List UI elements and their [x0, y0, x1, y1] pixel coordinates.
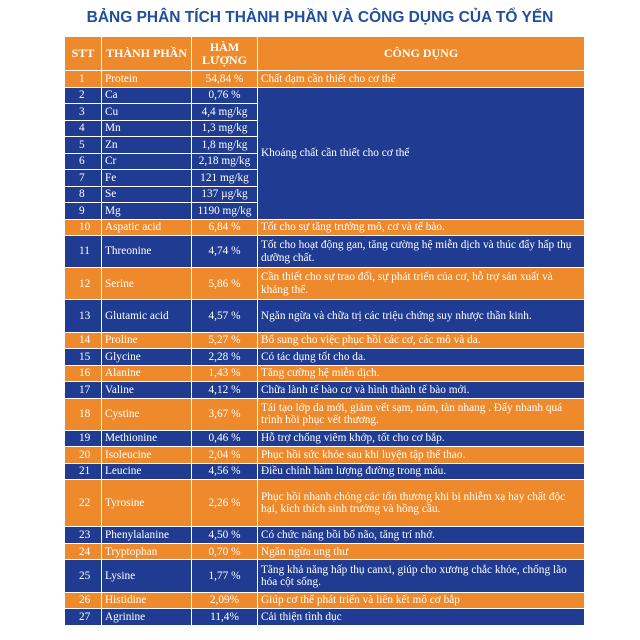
row-use: Tái tạo lớp da mới, giảm vết sạm, nám, tàn nhang . Đẩy nhanh quá trình hồi phục vết thương. [258, 398, 585, 430]
row-content-value: 4,4 mg/kg [192, 104, 258, 121]
row-component-name: Phenylalanine [102, 527, 192, 544]
row-content-value: 1,3 mg/kg [192, 120, 258, 137]
row-component-name: Mn [102, 120, 192, 137]
row-stt: 2 [65, 87, 102, 104]
row-component-name: Glycine [102, 349, 192, 366]
row-use: Cải thiện tình dục [258, 609, 585, 626]
row-use: Có chức năng bồi bổ não, tăng trí nhớ. [258, 527, 585, 544]
row-content-value: 1190 mg/kg [192, 203, 258, 220]
row-content-value: 3,67 % [192, 398, 258, 430]
row-stt: 27 [65, 609, 102, 626]
row-use: Tăng khả năng hấp thụ canxi, giúp cho xương chắc khỏe, chống lão hóa cột sống. [258, 560, 585, 592]
row-content-value: 121 mg/kg [192, 170, 258, 187]
row-content-value: 4,12 % [192, 382, 258, 399]
row-stt: 15 [65, 349, 102, 366]
row-component-name: Serine [102, 268, 192, 300]
row-use: Có tác dụng tốt cho da. [258, 349, 585, 366]
row-content-value: 5,27 % [192, 332, 258, 349]
row-stt: 17 [65, 382, 102, 399]
row-use: Giúp cơ thể phát triển và liên kết mô cơ bắp [258, 592, 585, 609]
header-stt: STT [65, 37, 102, 71]
row-stt: 13 [65, 300, 102, 332]
row-content-value: 4,57 % [192, 300, 258, 332]
table-row [65, 480, 585, 527]
row-stt: 9 [65, 203, 102, 220]
row-content-value: 2,04 % [192, 447, 258, 464]
table-row [65, 398, 585, 430]
row-component-name: Lysine [102, 560, 192, 592]
table-row [65, 430, 585, 447]
table-row [65, 447, 585, 464]
row-stt: 24 [65, 543, 102, 560]
row-content-value: 4,50 % [192, 527, 258, 544]
header-content-line1: HÀM [209, 40, 240, 55]
row-component-name: Tyrosine [102, 480, 192, 527]
table-row [65, 349, 585, 366]
table-row [65, 332, 585, 349]
row-stt: 20 [65, 447, 102, 464]
composition-table [64, 36, 585, 626]
table-row [65, 463, 585, 480]
row-stt: 14 [65, 332, 102, 349]
row-use: Phục hồi nhanh chóng các tổn thương khi bị nhiễm xạ hay chất độc hại, kích thích sinh trưởng và hồng cầu. [258, 480, 585, 527]
row-component-name: Cystine [102, 398, 192, 430]
row-stt: 4 [65, 120, 102, 137]
table-body [65, 71, 585, 626]
row-component-name: Tryptophan [102, 543, 192, 560]
table-row [65, 527, 585, 544]
row-stt: 1 [65, 71, 102, 88]
table-row [65, 268, 585, 300]
row-content-value: 0,70 % [192, 543, 258, 560]
row-stt: 25 [65, 560, 102, 592]
row-component-name: Mg [102, 203, 192, 220]
row-content-value: 54,84 % [192, 71, 258, 88]
table-row [65, 609, 585, 626]
row-content-value: 2,09% [192, 592, 258, 609]
row-content-value: 4,74 % [192, 236, 258, 268]
row-use: Tăng cường hệ miễn dịch. [258, 365, 585, 382]
header-component: THÀNH PHẦN [102, 37, 192, 71]
row-stt: 6 [65, 153, 102, 170]
row-stt: 3 [65, 104, 102, 121]
row-stt: 5 [65, 137, 102, 154]
row-use: Điều chỉnh hàm lượng đường trong máu. [258, 463, 585, 480]
row-content-value: 6,84 % [192, 219, 258, 236]
row-component-name: Cr [102, 153, 192, 170]
row-use: Phục hồi sức khỏe sau khi luyện tập thể thao. [258, 447, 585, 464]
row-use: Chữa lành tế bào cơ và hình thành tế bào mới. [258, 382, 585, 399]
row-content-value: 0,46 % [192, 430, 258, 447]
row-stt: 26 [65, 592, 102, 609]
row-stt: 8 [65, 186, 102, 203]
row-stt: 11 [65, 236, 102, 268]
row-stt: 19 [65, 430, 102, 447]
table-row [65, 560, 585, 592]
row-content-value: 2,28 % [192, 349, 258, 366]
table-row [65, 543, 585, 560]
row-component-name: Agrinine [102, 609, 192, 626]
table-row [65, 365, 585, 382]
row-content-value: 1,77 % [192, 560, 258, 592]
table-row [65, 592, 585, 609]
row-use: Tốt cho hoạt động gan, tăng cường hệ miễn dịch và thúc đẩy hấp thụ dưỡng chất. [258, 236, 585, 268]
row-component-name: Zn [102, 137, 192, 154]
row-content-value: 5,86 % [192, 268, 258, 300]
row-component-name: Aspatic acid [102, 219, 192, 236]
row-content-value: 1,8 mg/kg [192, 137, 258, 154]
row-use: Ngăn ngừa ung thư [258, 543, 585, 560]
mineral-use-cell: Khoáng chất cần thiết cho cơ thể [258, 87, 585, 219]
row-content-value: 0,76 % [192, 87, 258, 104]
row-stt: 21 [65, 463, 102, 480]
table-header-row [65, 37, 585, 71]
row-content-value: 11,4% [192, 609, 258, 626]
row-stt: 18 [65, 398, 102, 430]
row-component-name: Protein [102, 71, 192, 88]
row-use: Tốt cho sự tăng trưởng mô, cơ và tế bào. [258, 219, 585, 236]
row-content-value: 4,56 % [192, 463, 258, 480]
page-title: BẢNG PHÂN TÍCH THÀNH PHẦN VÀ CÔNG DỤNG CỦA TỔ YẾN [86, 9, 554, 26]
row-component-name: Leucine [102, 463, 192, 480]
row-component-name: Fe [102, 170, 192, 187]
row-component-name: Se [102, 186, 192, 203]
row-stt: 10 [65, 219, 102, 236]
row-component-name: Glutamic acid [102, 300, 192, 332]
row-component-name: Ca [102, 87, 192, 104]
table-row [65, 71, 585, 88]
row-content-value: 1,43 % [192, 365, 258, 382]
header-content [192, 37, 258, 71]
table-row [65, 219, 585, 236]
row-content-value: 2,18 mg/kg [192, 153, 258, 170]
row-use: Cần thiết cho sự trao đổi, sự phát triển của cơ, hỗ trợ sản xuất và kháng thể. [258, 268, 585, 300]
table-row [65, 87, 585, 104]
row-use: Chất đạm cần thiết cho cơ thể [258, 71, 585, 88]
row-component-name: Alanine [102, 365, 192, 382]
row-content-value: 2,26 % [192, 480, 258, 527]
row-use: Bổ sung cho việc phục hồi các cơ, các mô và da. [258, 332, 585, 349]
row-component-name: Isoleucine [102, 447, 192, 464]
row-component-name: Cu [102, 104, 192, 121]
header-use: CÔNG DỤNG [258, 37, 585, 71]
row-component-name: Valine [102, 382, 192, 399]
row-stt: 7 [65, 170, 102, 187]
row-use: Ngăn ngừa và chữa trị các triệu chứng suy nhược thần kinh. [258, 300, 585, 332]
row-component-name: Proline [102, 332, 192, 349]
header-content-line2: LƯỢNG [202, 52, 247, 67]
composition-table-container [64, 36, 584, 626]
row-component-name: Threonine [102, 236, 192, 268]
table-row [65, 382, 585, 399]
row-stt: 16 [65, 365, 102, 382]
row-stt: 23 [65, 527, 102, 544]
table-row [65, 236, 585, 268]
row-use: Hỗ trợ chống viêm khớp, tốt cho cơ bắp. [258, 430, 585, 447]
table-row [65, 300, 585, 332]
row-component-name: Histidine [102, 592, 192, 609]
row-stt: 12 [65, 268, 102, 300]
row-stt: 22 [65, 480, 102, 527]
row-content-value: 137 µg/kg [192, 186, 258, 203]
row-component-name: Methionine [102, 430, 192, 447]
